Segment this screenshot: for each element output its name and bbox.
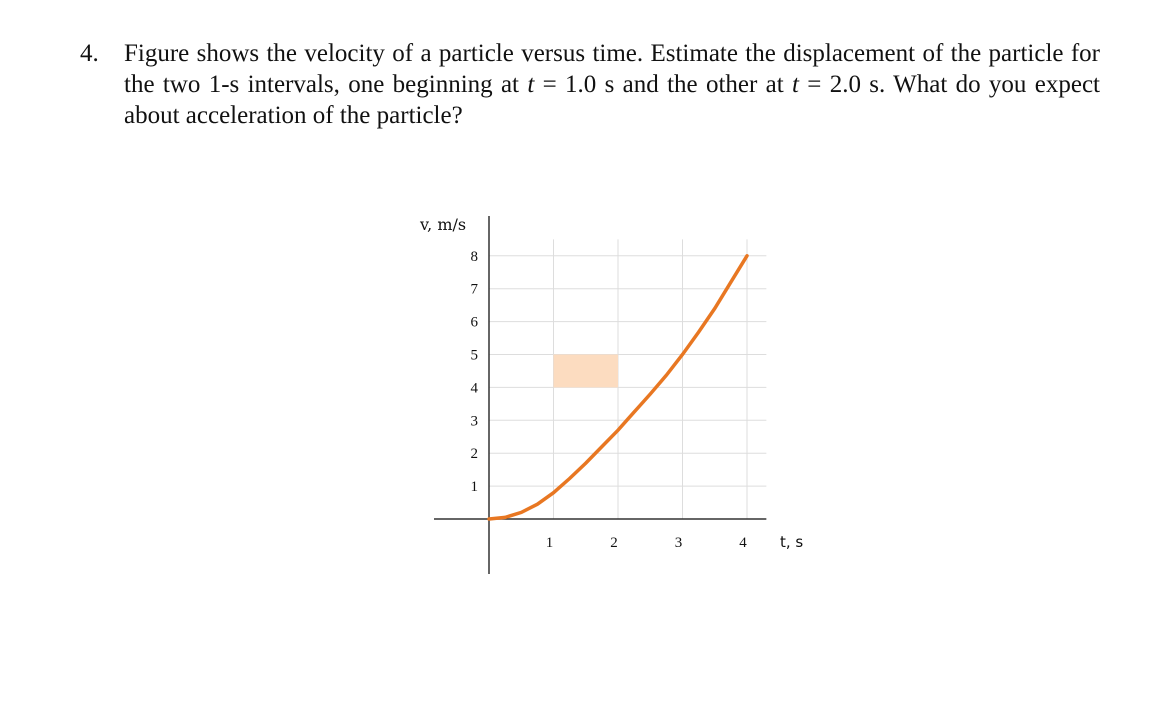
problem-text-part-1: Figure shows the velocity of a particle versus time. Estimate the displacement of the particle for the two 1-s intervals, one beginning at <box>124 40 1100 98</box>
problem-statement <box>80 38 1100 131</box>
chart-axes <box>434 216 766 574</box>
y-tick-label: 8 <box>470 248 478 265</box>
problem-number: 4. <box>80 40 99 67</box>
y-tick-label: 5 <box>470 347 478 364</box>
y-tick-label: 2 <box>470 446 478 463</box>
y-tick-labels <box>471 249 479 495</box>
problem-text <box>124 38 1100 131</box>
y-tick-label: 7 <box>470 281 478 298</box>
x-tick-label: 3 <box>674 535 683 551</box>
x-tick-labels <box>546 535 748 551</box>
problem-text-part-2: = 1.0 s and the other at <box>534 71 793 98</box>
y-tick-label: 1 <box>470 479 478 496</box>
velocity-time-chart <box>400 200 820 580</box>
y-tick-label: 3 <box>470 413 478 430</box>
y-tick-label: 6 <box>470 314 478 331</box>
highlight-rect <box>554 355 619 388</box>
time-variable: t <box>527 71 535 98</box>
time-variable: t <box>792 71 799 98</box>
x-tick-label: 1 <box>545 535 554 551</box>
y-axis-label: v, m/s <box>420 215 467 234</box>
x-axis-label: t, s <box>780 533 804 551</box>
y-tick-label: 4 <box>470 380 478 397</box>
x-tick-label: 2 <box>610 535 618 551</box>
problem-text-part-3: = 2.0 s. What do you expect about acceleration of the particle? <box>124 71 1100 129</box>
x-tick-label: 4 <box>739 535 747 551</box>
chart-grid <box>489 239 766 519</box>
